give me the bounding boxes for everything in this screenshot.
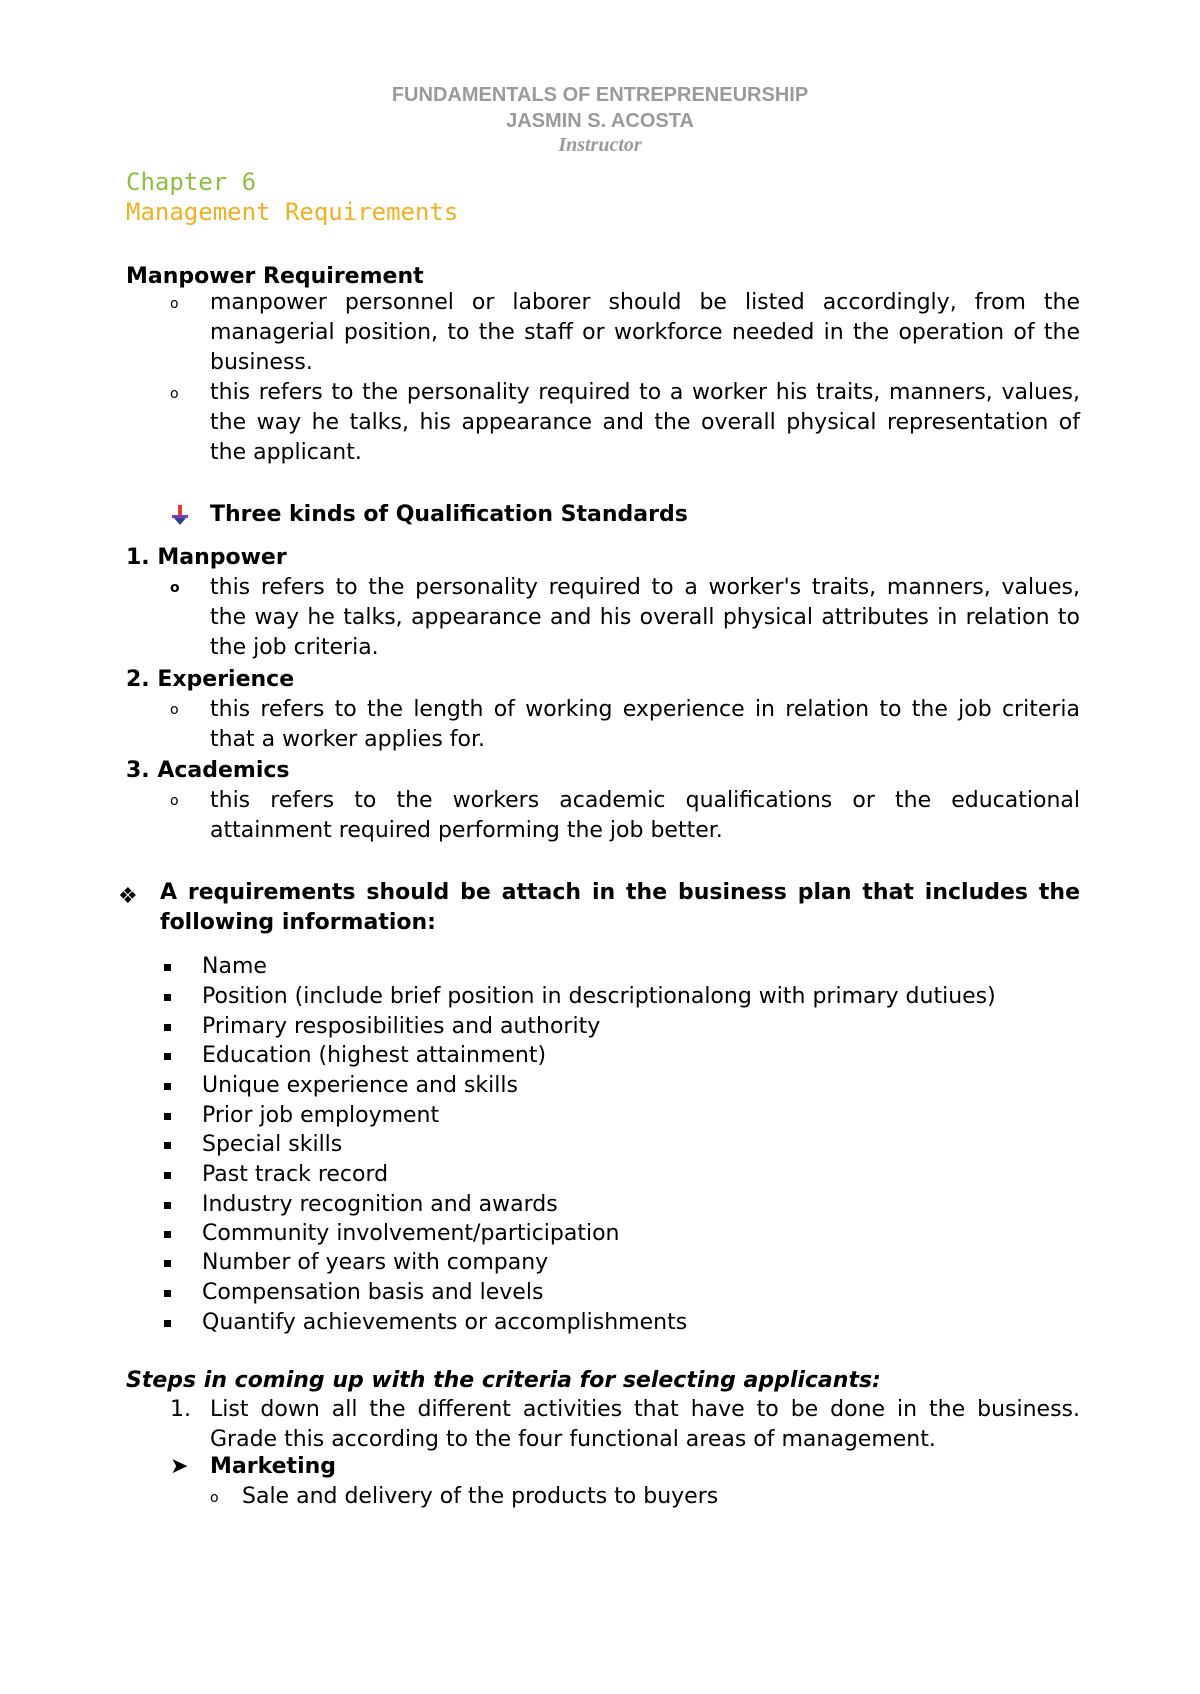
square-bullet-icon [164,994,171,1001]
chapter-number: Chapter 6 [126,168,257,196]
header-instructor-name: JASMIN S. ACOSTA [506,110,694,132]
manpower-requirement-item: this refers to the personality required to a worker his traits, manners, values, the way he talks, his appearance and the overall physical representation of the applicant. [210,380,1080,465]
qualification-text: this refers to the workers academic qualifications or the educational attainment required performing the job better. [210,788,1080,843]
header-instructor-role: Instructor [558,134,642,156]
requirement-item: Prior job employment [202,1103,440,1128]
square-bullet-icon [164,964,171,971]
marketing-heading: Marketing [210,1454,337,1479]
hollow-bullet-icon: o [170,793,179,809]
requirement-item: Number of years with company [202,1250,549,1275]
qualification-title: 2. Experience [126,667,295,692]
steps-heading: Steps in coming up with the criteria for selecting applicants: [126,1368,881,1393]
marketing-item: Sale and delivery of the products to buyers [242,1484,719,1509]
arrow-down-bullet-icon [170,504,190,526]
requirement-item: Name [202,954,267,979]
square-bullet-icon [164,1231,171,1238]
qualification-title: 3. Academics [126,758,290,783]
step-number: 1. [170,1397,191,1422]
qualification-text: this refers to the length of working experience in relation to the job criteria that a worker applies for. [210,697,1080,752]
square-bullet-icon [164,1320,171,1327]
hollow-bullet-icon: o [170,386,179,402]
manpower-requirement-heading: Manpower Requirement [126,264,424,289]
square-bullet-icon [164,1202,171,1209]
square-bullet-icon [164,1290,171,1297]
requirement-item: Unique experience and skills [202,1073,518,1098]
square-bullet-icon [164,1260,171,1267]
requirement-item: Quantify achievements or accomplishments [202,1310,688,1335]
qualification-text: this refers to the personality required to a worker's traits, manners, values, the way he talks, appearance and his overall physical attributes in relation to the job criteria. [210,575,1080,660]
requirement-item: Industry recognition and awards [202,1192,558,1217]
qualification-title: 1. Manpower [126,545,287,570]
square-bullet-icon [164,1142,171,1149]
hollow-bullet-icon: o [210,1490,219,1506]
step-text: List down all the different activities that have to be done in the business. Grade this according to the four functional areas of management. [210,1397,1080,1452]
requirement-item: Special skills [202,1132,343,1157]
requirement-item: Past track record [202,1162,389,1187]
hollow-bullet-icon: o [170,702,179,718]
requirements-heading: A requirements should be attach in the business plan that includes the following information: [160,880,1080,935]
square-bullet-icon [164,1172,171,1179]
arrowhead-bullet-icon: ➤ [170,1454,189,1479]
header-course-title: FUNDAMENTALS OF ENTREPRENEURSHIP [391,84,809,106]
square-bullet-icon [164,1083,171,1090]
requirement-item: Education (highest attainment) [202,1043,547,1068]
square-bullet-icon [164,1024,171,1031]
diamond-bullet-icon: ❖ [118,884,138,909]
chapter-title: Management Requirements [126,198,459,226]
hollow-bullet-icon: o [170,580,180,596]
square-bullet-icon [164,1053,171,1060]
requirement-item: Compensation basis and levels [202,1280,544,1305]
requirement-item: Community involvement/participation [202,1221,620,1246]
square-bullet-icon [164,1113,171,1120]
requirement-item: Position (include brief position in descriptionalong with primary dutiues) [202,984,996,1009]
hollow-bullet-icon: o [170,296,179,312]
manpower-requirement-item: manpower personnel or laborer should be listed accordingly, from the managerial position, to the staff or workforce needed in the operation of the business. [210,290,1080,375]
requirement-item: Primary resposibilities and authority [202,1014,601,1039]
qualification-standards-heading: Three kinds of Qualification Standards [210,502,688,527]
